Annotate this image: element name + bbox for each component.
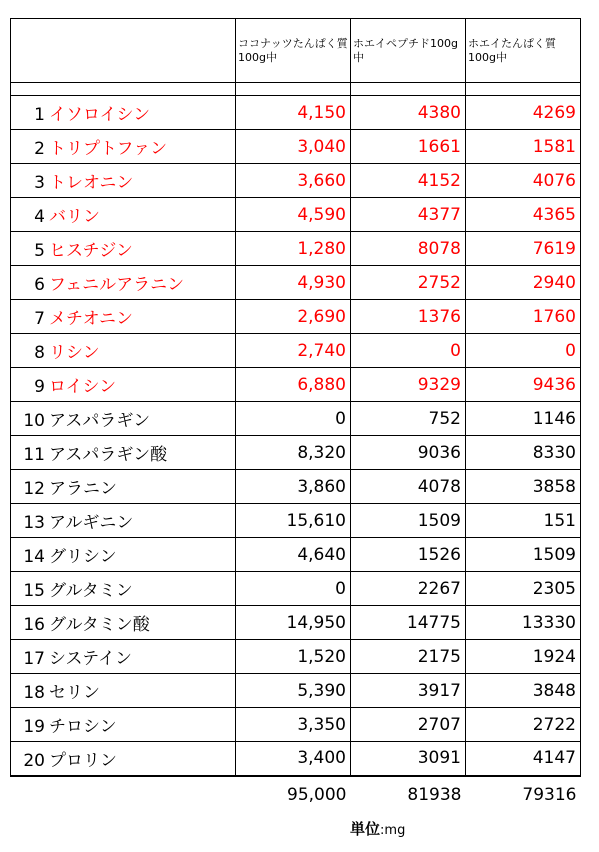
header-coconut: ココナッツたんぱく質100g中 <box>236 19 351 83</box>
unit-value: mg <box>384 823 406 838</box>
amino-acid-name: トレオニン <box>49 173 134 193</box>
row-index: 19 <box>23 717 45 737</box>
spacer-cell <box>236 83 351 96</box>
row-index: 8 <box>34 343 45 363</box>
whey-peptide-value: 2175 <box>351 640 466 674</box>
total-whey-peptide: 81938 <box>351 776 466 814</box>
whey-protein-value: 8330 <box>466 436 581 470</box>
coconut-value: 1,280 <box>236 232 351 266</box>
row-index: 5 <box>34 241 45 261</box>
table-row <box>11 640 581 674</box>
whey-peptide-value: 14775 <box>351 606 466 640</box>
amino-acid-name: バリン <box>49 207 100 227</box>
table-row <box>11 232 581 266</box>
amino-acid-name: フェニルアラニン <box>49 275 185 295</box>
coconut-value: 2,740 <box>236 334 351 368</box>
coconut-value: 15,610 <box>236 504 351 538</box>
coconut-value: 1,520 <box>236 640 351 674</box>
amino-acid-name: グリシン <box>49 547 117 567</box>
amino-acid-name-cell <box>11 164 236 198</box>
amino-acid-name-cell <box>11 130 236 164</box>
amino-acid-name: セリン <box>49 683 100 703</box>
table-row <box>11 708 581 742</box>
table-row <box>11 164 581 198</box>
amino-acid-table <box>10 18 581 814</box>
table-row <box>11 334 581 368</box>
unit-separator: : <box>380 823 385 838</box>
amino-acid-name: トリプトファン <box>49 139 168 159</box>
coconut-value: 14,950 <box>236 606 351 640</box>
whey-protein-value: 9436 <box>466 368 581 402</box>
amino-acid-name-cell <box>11 334 236 368</box>
coconut-value: 0 <box>236 402 351 436</box>
amino-acid-name: アラニン <box>49 479 117 499</box>
coconut-value: 8,320 <box>236 436 351 470</box>
amino-acid-name: ヒスチジン <box>49 241 133 261</box>
table-row <box>11 538 581 572</box>
whey-peptide-value: 4078 <box>351 470 466 504</box>
coconut-value: 4,150 <box>236 96 351 130</box>
whey-peptide-value: 4152 <box>351 164 466 198</box>
table-row <box>11 572 581 606</box>
amino-acid-name: グルタミン <box>49 581 133 601</box>
row-index: 14 <box>23 547 45 567</box>
table-row <box>11 368 581 402</box>
whey-protein-value: 0 <box>466 334 581 368</box>
row-index: 1 <box>34 105 45 125</box>
table-row <box>11 266 581 300</box>
whey-protein-value: 4076 <box>466 164 581 198</box>
whey-protein-value: 2305 <box>466 572 581 606</box>
table-row <box>11 742 581 776</box>
table-row <box>11 130 581 164</box>
unit-label: 単位 <box>350 820 381 838</box>
whey-protein-value: 4365 <box>466 198 581 232</box>
amino-acid-name-cell <box>11 368 236 402</box>
whey-protein-value: 7619 <box>466 232 581 266</box>
amino-acid-name-cell <box>11 300 236 334</box>
whey-peptide-value: 1526 <box>351 538 466 572</box>
coconut-value: 4,590 <box>236 198 351 232</box>
whey-peptide-value: 1661 <box>351 130 466 164</box>
row-index: 6 <box>34 275 45 295</box>
row-index: 2 <box>34 139 45 159</box>
amino-acid-name: チロシン <box>49 717 117 737</box>
coconut-value: 4,930 <box>236 266 351 300</box>
whey-protein-value: 3848 <box>466 674 581 708</box>
whey-peptide-value: 4377 <box>351 198 466 232</box>
row-index: 12 <box>23 479 45 499</box>
unit-note <box>350 818 405 839</box>
table-row <box>11 402 581 436</box>
row-index: 15 <box>23 581 45 601</box>
amino-acid-name-cell <box>11 198 236 232</box>
amino-acid-name: プロリン <box>49 750 117 771</box>
whey-protein-value: 1509 <box>466 538 581 572</box>
amino-acid-name: アスパラギン酸 <box>49 445 168 465</box>
table-row <box>11 198 581 232</box>
amino-acid-name-cell <box>11 606 236 640</box>
amino-acid-name-cell <box>11 436 236 470</box>
header-whey-peptide: ホエイペプチド100g中 <box>351 19 466 83</box>
amino-acid-name-cell <box>11 674 236 708</box>
row-index: 7 <box>34 309 45 329</box>
row-index: 9 <box>34 377 45 397</box>
coconut-value: 3,860 <box>236 470 351 504</box>
spacer-cell <box>351 83 466 96</box>
amino-acid-name-cell <box>11 640 236 674</box>
whey-peptide-value: 752 <box>351 402 466 436</box>
header-whey-protein: ホエイたんぱく質100g中 <box>466 19 581 83</box>
amino-acid-name-cell <box>11 742 236 776</box>
spacer-row <box>11 83 581 96</box>
whey-protein-value: 3858 <box>466 470 581 504</box>
coconut-value: 3,350 <box>236 708 351 742</box>
spacer-cell <box>11 83 236 96</box>
row-index: 16 <box>23 615 45 635</box>
whey-protein-value: 1924 <box>466 640 581 674</box>
amino-acid-name-cell <box>11 402 236 436</box>
amino-acid-name-cell <box>11 504 236 538</box>
whey-peptide-value: 2267 <box>351 572 466 606</box>
whey-protein-value: 2722 <box>466 708 581 742</box>
spacer-cell <box>466 83 581 96</box>
table-row <box>11 96 581 130</box>
header-row <box>11 19 581 83</box>
table-row <box>11 300 581 334</box>
amino-acid-name-cell <box>11 572 236 606</box>
whey-peptide-value: 9036 <box>351 436 466 470</box>
table-row <box>11 436 581 470</box>
whey-peptide-value: 0 <box>351 334 466 368</box>
amino-acid-name: システイン <box>49 649 132 669</box>
amino-acid-name: リシン <box>49 343 100 363</box>
coconut-value: 3,040 <box>236 130 351 164</box>
totals-row <box>11 776 581 814</box>
amino-acid-name: メチオニン <box>49 309 133 329</box>
whey-protein-value: 1581 <box>466 130 581 164</box>
coconut-value: 6,880 <box>236 368 351 402</box>
amino-acid-name: ロイシン <box>49 377 117 397</box>
whey-peptide-value: 1509 <box>351 504 466 538</box>
amino-acid-name-cell <box>11 266 236 300</box>
table-row <box>11 674 581 708</box>
total-coconut: 95,000 <box>236 776 351 814</box>
amino-acid-name: アスパラギン <box>49 411 151 431</box>
table-row <box>11 470 581 504</box>
row-index: 13 <box>23 513 45 533</box>
row-index: 20 <box>23 750 45 771</box>
whey-protein-value: 151 <box>466 504 581 538</box>
row-index: 11 <box>23 445 45 465</box>
amino-acid-name-cell <box>11 708 236 742</box>
row-index: 18 <box>23 683 45 703</box>
amino-acid-name: グルタミン酸 <box>49 615 150 635</box>
whey-protein-value: 13330 <box>466 606 581 640</box>
whey-peptide-value: 4380 <box>351 96 466 130</box>
amino-acid-name-cell <box>11 96 236 130</box>
table-body <box>11 83 581 814</box>
coconut-value: 0 <box>236 572 351 606</box>
coconut-value: 3,400 <box>236 742 351 776</box>
total-whey-protein: 79316 <box>466 776 581 814</box>
table-row <box>11 504 581 538</box>
row-index: 10 <box>23 411 45 431</box>
amino-acid-name-cell <box>11 538 236 572</box>
row-index: 17 <box>23 649 45 669</box>
amino-acid-name: イソロイシン <box>49 105 151 125</box>
coconut-value: 3,660 <box>236 164 351 198</box>
amino-acid-name: アルギニン <box>49 513 134 533</box>
coconut-value: 4,640 <box>236 538 351 572</box>
coconut-value: 5,390 <box>236 674 351 708</box>
whey-protein-value: 1760 <box>466 300 581 334</box>
whey-peptide-value: 9329 <box>351 368 466 402</box>
whey-peptide-value: 2752 <box>351 266 466 300</box>
amino-acid-name-cell <box>11 470 236 504</box>
row-index: 3 <box>34 173 45 193</box>
row-index: 4 <box>34 207 45 227</box>
whey-protein-value: 4269 <box>466 96 581 130</box>
totals-label-cell <box>11 776 236 814</box>
whey-protein-value: 2940 <box>466 266 581 300</box>
table-row <box>11 606 581 640</box>
whey-peptide-value: 3091 <box>351 742 466 776</box>
amino-acid-name-cell <box>11 232 236 266</box>
whey-protein-value: 4147 <box>466 742 581 776</box>
whey-peptide-value: 3917 <box>351 674 466 708</box>
whey-protein-value: 1146 <box>466 402 581 436</box>
coconut-value: 2,690 <box>236 300 351 334</box>
whey-peptide-value: 2707 <box>351 708 466 742</box>
header-name <box>11 19 236 83</box>
whey-peptide-value: 1376 <box>351 300 466 334</box>
whey-peptide-value: 8078 <box>351 232 466 266</box>
